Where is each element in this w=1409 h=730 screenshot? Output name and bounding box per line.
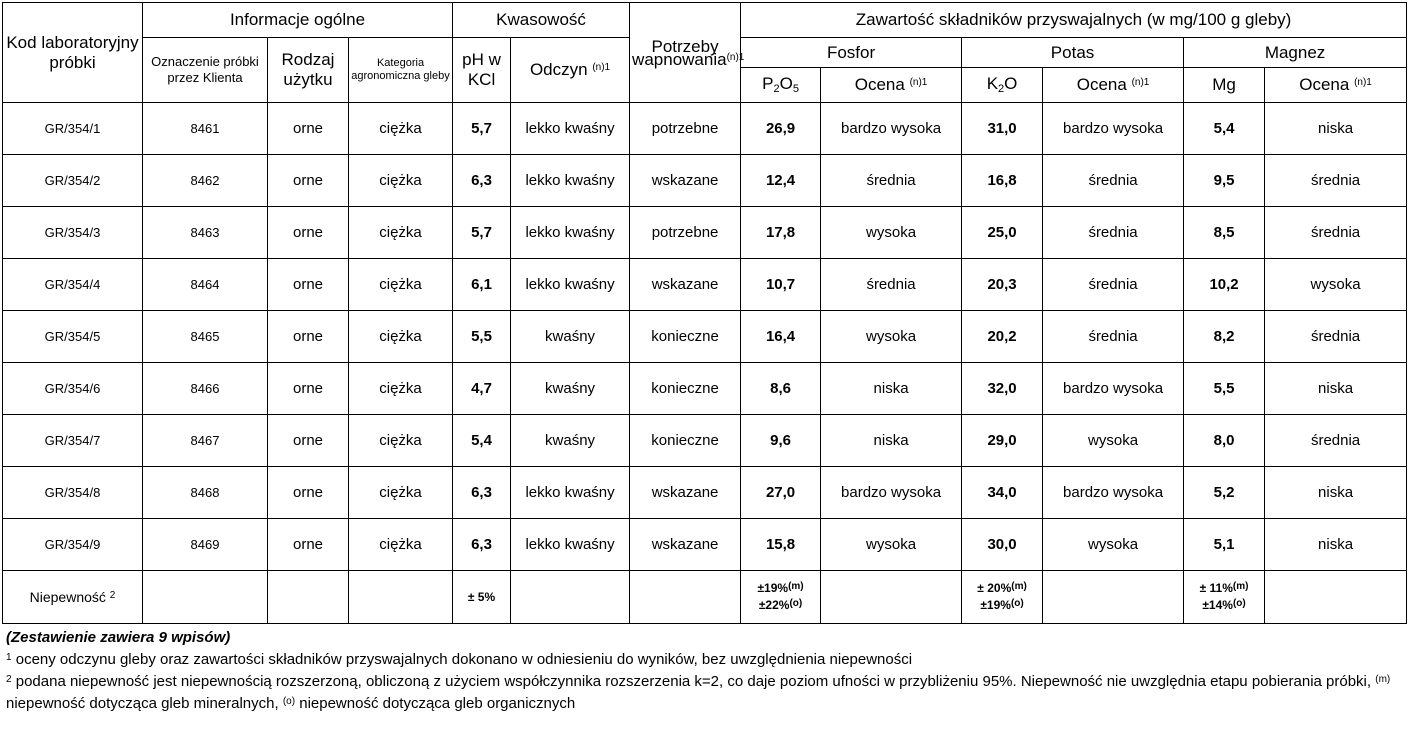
cell-p2o5: 16,4 (741, 311, 821, 363)
empty-cell (821, 571, 962, 624)
table-row (3, 259, 1407, 311)
cell-potrzeby: potrzebne (630, 103, 741, 155)
cell-mg: 8,0 (1184, 415, 1265, 467)
cell-mg-ocena: średnia (1265, 155, 1407, 207)
header-potrzeby: Potrzeby wapnowania$^{(n)1}$ (630, 3, 741, 103)
cell-potrzeby: potrzebne (630, 207, 741, 259)
cell-k-ocena: średnia (1043, 207, 1184, 259)
cell-kod: GR/354/9 (3, 519, 143, 571)
cell-oznaczenie: 8464 (143, 259, 268, 311)
cell-mg-ocena: niska (1265, 519, 1407, 571)
header-rodzaj: Rodzaj użytku (268, 38, 349, 103)
cell-rodzaj: orne (268, 311, 349, 363)
cell-odczyn: lekko kwaśny (511, 519, 630, 571)
cell-ph: 4,7 (453, 363, 511, 415)
cell-k-ocena: wysoka (1043, 519, 1184, 571)
empty-cell (349, 571, 453, 624)
cell-p-ocena: średnia (821, 155, 962, 207)
cell-p-ocena: niska (821, 363, 962, 415)
cell-k-ocena: bardzo wysoka (1043, 467, 1184, 519)
cell-p2o5: 10,7 (741, 259, 821, 311)
cell-rodzaj: orne (268, 467, 349, 519)
cell-mg: 8,5 (1184, 207, 1265, 259)
cell-kategoria: ciężka (349, 207, 453, 259)
empty-cell (630, 571, 741, 624)
footnotes (6, 627, 1404, 715)
cell-p2o5: 27,0 (741, 467, 821, 519)
cell-mg-ocena: niska (1265, 467, 1407, 519)
cell-k-ocena: średnia (1043, 311, 1184, 363)
cell-ph: 6,1 (453, 259, 511, 311)
cell-odczyn: lekko kwaśny (511, 155, 630, 207)
cell-odczyn: kwaśny (511, 415, 630, 467)
cell-ph: 5,7 (453, 103, 511, 155)
header-k2o: $K_2O$ (962, 68, 1043, 103)
header-oznaczenie: Oznaczenie próbki przez Klienta (143, 38, 268, 103)
cell-potrzeby: wskazane (630, 259, 741, 311)
cell-mg: 9,5 (1184, 155, 1265, 207)
cell-potrzeby: konieczne (630, 311, 741, 363)
cell-k2o: 25,0 (962, 207, 1043, 259)
cell-p2o5: 8,6 (741, 363, 821, 415)
empty-cell (511, 571, 630, 624)
cell-kategoria: ciężka (349, 259, 453, 311)
cell-odczyn: lekko kwaśny (511, 207, 630, 259)
uncertainty-ph: ± 5% (453, 571, 511, 624)
empty-cell (1043, 571, 1184, 624)
cell-ph: 5,5 (453, 311, 511, 363)
cell-rodzaj: orne (268, 155, 349, 207)
cell-mg: 8,2 (1184, 311, 1265, 363)
table-row (3, 363, 1407, 415)
cell-mg-ocena: niska (1265, 103, 1407, 155)
cell-potrzeby: konieczne (630, 363, 741, 415)
empty-cell (143, 571, 268, 624)
empty-cell (1265, 571, 1407, 624)
soil-analysis-table (2, 2, 1407, 624)
header-mg: Mg (1184, 68, 1265, 103)
cell-oznaczenie: 8467 (143, 415, 268, 467)
cell-kod: GR/354/4 (3, 259, 143, 311)
cell-potrzeby: wskazane (630, 467, 741, 519)
cell-k-ocena: średnia (1043, 259, 1184, 311)
cell-kategoria: ciężka (349, 155, 453, 207)
uncertainty-label: Niepewność $^2$ (3, 571, 143, 624)
cell-oznaczenie: 8465 (143, 311, 268, 363)
cell-k2o: 31,0 (962, 103, 1043, 155)
cell-kategoria: ciężka (349, 415, 453, 467)
cell-mg-ocena: wysoka (1265, 259, 1407, 311)
cell-rodzaj: orne (268, 363, 349, 415)
header-p-ocena: Ocena $^{(n)1}$ (821, 68, 962, 103)
cell-ph: 6,3 (453, 519, 511, 571)
cell-kod: GR/354/2 (3, 155, 143, 207)
header-kategoria: Kategoria agronomiczna gleby (349, 38, 453, 103)
cell-odczyn: lekko kwaśny (511, 259, 630, 311)
cell-p2o5: 26,9 (741, 103, 821, 155)
header-p2o5: $P_2O_5$ (741, 68, 821, 103)
header-potas: Potas (962, 38, 1184, 68)
cell-mg: 5,1 (1184, 519, 1265, 571)
cell-oznaczenie: 8461 (143, 103, 268, 155)
cell-p-ocena: bardzo wysoka (821, 467, 962, 519)
cell-p2o5: 15,8 (741, 519, 821, 571)
cell-rodzaj: orne (268, 415, 349, 467)
cell-kategoria: ciężka (349, 467, 453, 519)
cell-rodzaj: orne (268, 103, 349, 155)
uncertainty-mg: ± 11%$^{(m)}$ ±14%$^{(o)}$ (1184, 571, 1265, 624)
header-fosfor: Fosfor (741, 38, 962, 68)
cell-mg-ocena: niska (1265, 363, 1407, 415)
cell-odczyn: kwaśny (511, 311, 630, 363)
table-row (3, 103, 1407, 155)
cell-k-ocena: wysoka (1043, 415, 1184, 467)
cell-potrzeby: wskazane (630, 155, 741, 207)
header-zawartosc: Zawartość składników przyswajalnych (w mg/100 g gleby) (741, 3, 1407, 38)
cell-mg-ocena: średnia (1265, 415, 1407, 467)
cell-potrzeby: wskazane (630, 519, 741, 571)
summary-note: (Zestawienie zawiera 9 wpisów) (6, 629, 231, 646)
cell-kod: GR/354/6 (3, 363, 143, 415)
cell-odczyn: kwaśny (511, 363, 630, 415)
cell-oznaczenie: 8469 (143, 519, 268, 571)
cell-potrzeby: konieczne (630, 415, 741, 467)
table-row (3, 311, 1407, 363)
header-kwas: Kwasowość (453, 3, 630, 38)
table-row (3, 155, 1407, 207)
cell-k2o: 30,0 (962, 519, 1043, 571)
cell-kategoria: ciężka (349, 519, 453, 571)
cell-kod: GR/354/5 (3, 311, 143, 363)
uncertainty-row (3, 571, 1407, 624)
footnote-1: $^1$ oceny odczynu gleby oraz zawartości składników przyswajalnych dokonano w odniesieniu do wyników, bez uwzględnienia niepewności (6, 651, 913, 668)
header-magnez: Magnez (1184, 38, 1407, 68)
header-odczyn: Odczyn $^{(n)1}$ (511, 38, 630, 103)
table-row (3, 207, 1407, 259)
table-row (3, 415, 1407, 467)
cell-oznaczenie: 8468 (143, 467, 268, 519)
cell-odczyn: lekko kwaśny (511, 467, 630, 519)
table-row (3, 467, 1407, 519)
header-k-ocena: Ocena $^{(n)1}$ (1043, 68, 1184, 103)
cell-kategoria: ciężka (349, 363, 453, 415)
cell-rodzaj: orne (268, 519, 349, 571)
cell-oznaczenie: 8462 (143, 155, 268, 207)
cell-mg-ocena: średnia (1265, 311, 1407, 363)
cell-kod: GR/354/7 (3, 415, 143, 467)
empty-cell (268, 571, 349, 624)
cell-rodzaj: orne (268, 259, 349, 311)
uncertainty-k: ± 20%$^{(m)}$ ±19%$^{(o)}$ (962, 571, 1043, 624)
cell-p-ocena: wysoka (821, 519, 962, 571)
cell-k2o: 20,3 (962, 259, 1043, 311)
cell-p-ocena: średnia (821, 259, 962, 311)
cell-k2o: 34,0 (962, 467, 1043, 519)
cell-k2o: 20,2 (962, 311, 1043, 363)
cell-k2o: 29,0 (962, 415, 1043, 467)
cell-k-ocena: bardzo wysoka (1043, 103, 1184, 155)
cell-kategoria: ciężka (349, 103, 453, 155)
cell-kod: GR/354/3 (3, 207, 143, 259)
header-info: Informacje ogólne (143, 3, 453, 38)
header-ph: pH w KCl (453, 38, 511, 103)
cell-mg: 5,4 (1184, 103, 1265, 155)
table-row (3, 519, 1407, 571)
cell-kod: GR/354/8 (3, 467, 143, 519)
cell-mg: 5,2 (1184, 467, 1265, 519)
cell-p2o5: 17,8 (741, 207, 821, 259)
cell-mg-ocena: średnia (1265, 207, 1407, 259)
header-mg-ocena: Ocena $^{(n)1}$ (1265, 68, 1407, 103)
cell-kategoria: ciężka (349, 311, 453, 363)
cell-p2o5: 12,4 (741, 155, 821, 207)
cell-p2o5: 9,6 (741, 415, 821, 467)
cell-p-ocena: wysoka (821, 311, 962, 363)
cell-odczyn: lekko kwaśny (511, 103, 630, 155)
cell-p-ocena: bardzo wysoka (821, 103, 962, 155)
cell-oznaczenie: 8466 (143, 363, 268, 415)
cell-p-ocena: niska (821, 415, 962, 467)
cell-mg: 10,2 (1184, 259, 1265, 311)
header-kod: Kod laboratoryjny próbki (3, 3, 143, 103)
cell-ph: 5,7 (453, 207, 511, 259)
cell-k-ocena: średnia (1043, 155, 1184, 207)
cell-oznaczenie: 8463 (143, 207, 268, 259)
cell-mg: 5,5 (1184, 363, 1265, 415)
cell-p-ocena: wysoka (821, 207, 962, 259)
cell-ph: 5,4 (453, 415, 511, 467)
cell-ph: 6,3 (453, 155, 511, 207)
cell-kod: GR/354/1 (3, 103, 143, 155)
cell-k-ocena: bardzo wysoka (1043, 363, 1184, 415)
cell-k2o: 16,8 (962, 155, 1043, 207)
cell-rodzaj: orne (268, 207, 349, 259)
cell-ph: 6,3 (453, 467, 511, 519)
uncertainty-p: ±19%$^{(m)}$ ±22%$^{(o)}$ (741, 571, 821, 624)
cell-k2o: 32,0 (962, 363, 1043, 415)
footnote-2: $^2$ podana niepewność jest niepewnością rozszerzoną, obliczoną z użyciem współczynnika rozszerzenia k=2, co daje poziom ufności w przybliżeniu 95%. Niepewność nie uwzględnia etapu pobierania próbki, $^{(m)}$ niepewność dotycząca gleb mineralnych, $^{(o)}$ niepewność dotycząca gleb organicznych (6, 673, 1391, 712)
